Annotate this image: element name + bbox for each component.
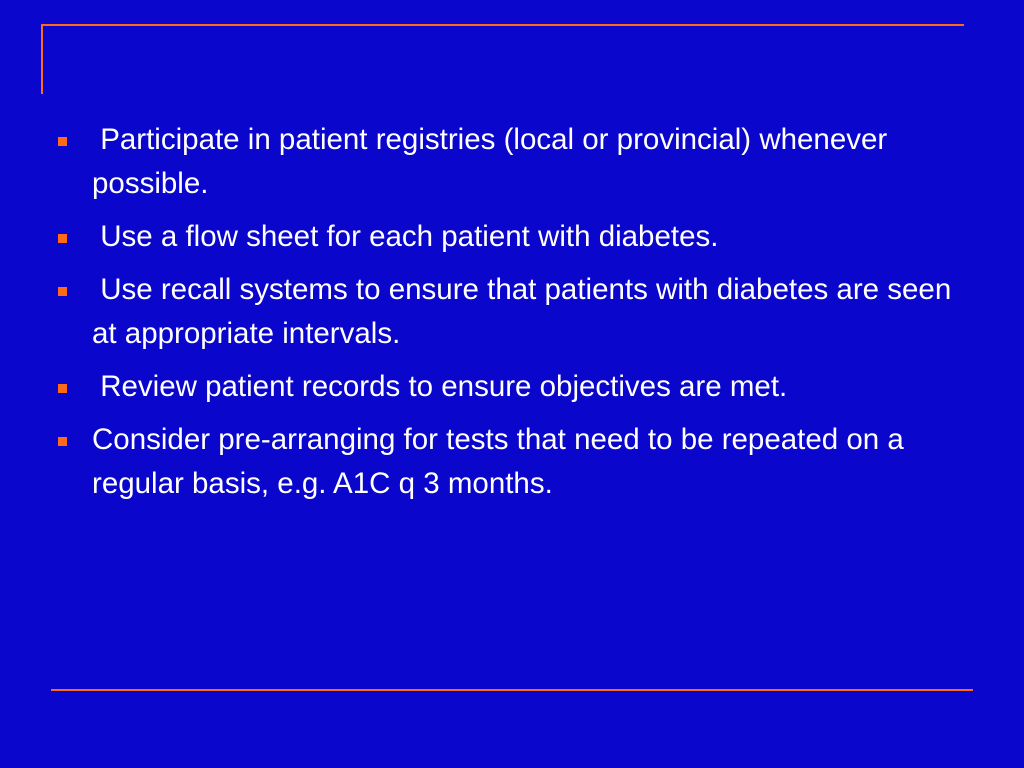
bullet-text: Review patient records to ensure objectives are met.: [92, 370, 788, 403]
bullet-item-flow-sheet: [53, 215, 983, 259]
bullet-item-registries: [53, 118, 983, 206]
bullet-list: [53, 118, 983, 515]
square-bullet-icon: [58, 384, 67, 393]
bullet-text: Use recall systems to ensure that patients with diabetes are seen at appropriate intervals.: [92, 273, 960, 350]
left-rule: [41, 24, 43, 94]
bullet-text: Participate in patient registries (local or provincial) whenever possible.: [92, 123, 896, 200]
bullet-item-review-records: [53, 365, 983, 409]
top-rule: [41, 24, 964, 26]
bullet-text: Use a flow sheet for each patient with diabetes.: [92, 220, 719, 253]
bullet-item-pre-arranging-tests: [53, 418, 983, 506]
square-bullet-icon: [58, 234, 67, 243]
square-bullet-icon: [58, 137, 67, 146]
square-bullet-icon: [58, 287, 67, 296]
bullet-item-recall-systems: [53, 268, 983, 356]
square-bullet-icon: [58, 437, 67, 446]
bottom-rule: [51, 689, 973, 691]
bullet-text: Consider pre-arranging for tests that need to be repeated on a regular basis, e.g. A1C q 3 months.: [92, 423, 912, 500]
